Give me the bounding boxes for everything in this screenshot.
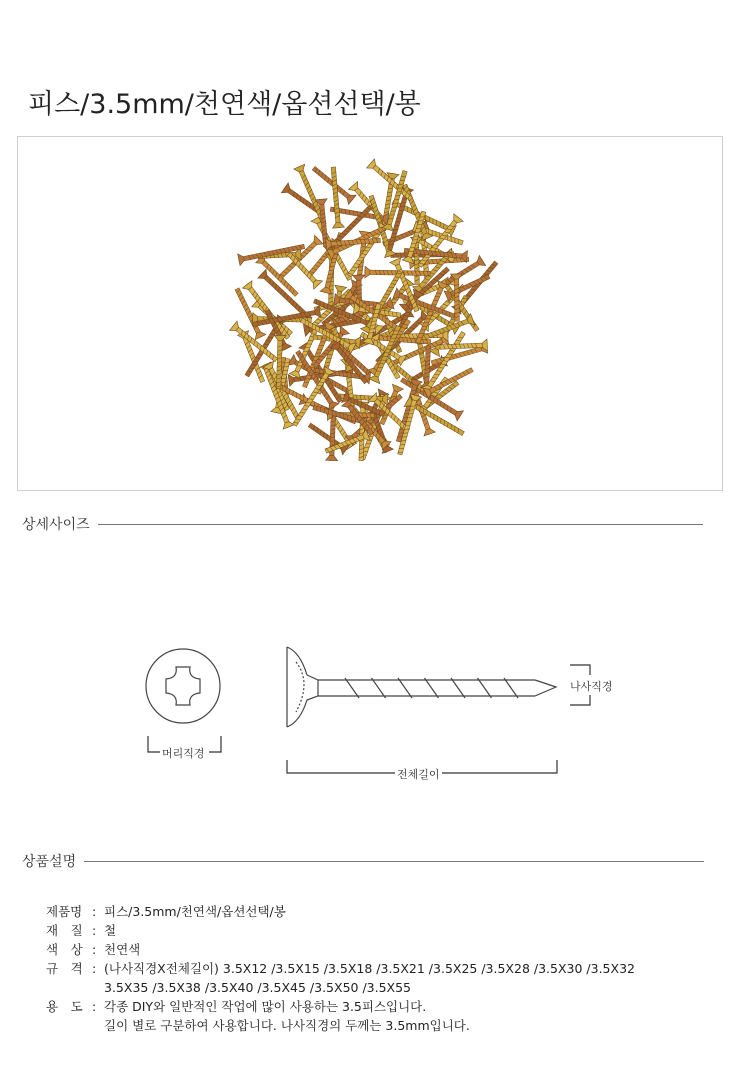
- section-divider: [84, 861, 704, 862]
- spec-value: 천연색: [104, 942, 141, 957]
- spec-key: 색 상: [46, 942, 83, 957]
- screw-diagram: [0, 620, 750, 790]
- spec-row-name: [46, 902, 635, 921]
- spec-value: 피스/3.5mm/천연색/옵션선택/봉: [104, 904, 286, 919]
- page-title: 피스/3.5mm/천연색/옵션선택/봉: [28, 89, 421, 120]
- product-photo: [17, 136, 723, 491]
- screw-pile-image: [18, 137, 722, 490]
- spec-row-size-cont: [46, 978, 635, 997]
- head-top-view: [146, 649, 220, 723]
- section-divider: [98, 524, 703, 525]
- head-diameter-label: 머리직경: [162, 747, 205, 760]
- spec-row-size: [46, 959, 635, 978]
- section-header-size: [22, 514, 710, 534]
- spec-key: 재 질: [46, 923, 83, 938]
- spec-sep: :: [92, 942, 97, 957]
- spec-key: 제품명: [46, 904, 83, 919]
- section-title-size: 상세사이즈: [22, 517, 90, 533]
- spec-sep: :: [92, 923, 97, 938]
- screw-side-view: [287, 647, 556, 727]
- section-title-desc: 상품설명: [22, 854, 77, 870]
- spec-value: 각종 DIY와 일반적인 작업에 많이 사용하는 3.5피스입니다.: [104, 999, 427, 1014]
- spec-key: 규 격: [46, 961, 83, 976]
- spec-row-color: [46, 940, 635, 959]
- spec-sep: :: [92, 904, 97, 919]
- screw-drawing: [0, 620, 750, 790]
- section-header-desc: [22, 851, 714, 871]
- total-length-label: 전체길이: [397, 768, 440, 781]
- spec-row-usage: [46, 997, 635, 1016]
- spec-row-material: [46, 921, 635, 940]
- spec-value: 길이 별로 구분하여 사용합니다. 나사직경의 두께는 3.5mm입니다.: [104, 1018, 470, 1033]
- thread-diameter-label: 나사직경: [570, 680, 613, 693]
- spec-value: 철: [104, 923, 117, 938]
- spec-list: [46, 902, 635, 1035]
- spec-sep: :: [92, 961, 97, 976]
- spec-value: (나사직경X전체길이) 3.5X12 /3.5X15 /3.5X18 /3.5X21 /3.5X25 /3.5X28 /3.5X30 /3.5X32: [104, 961, 635, 976]
- spec-row-usage-cont: [46, 1016, 635, 1035]
- spec-value: 3.5X35 /3.5X38 /3.5X40 /3.5X45 /3.5X50 /3.5X55: [104, 980, 412, 995]
- spec-key: 용 도: [46, 999, 83, 1014]
- spec-sep: :: [92, 999, 97, 1014]
